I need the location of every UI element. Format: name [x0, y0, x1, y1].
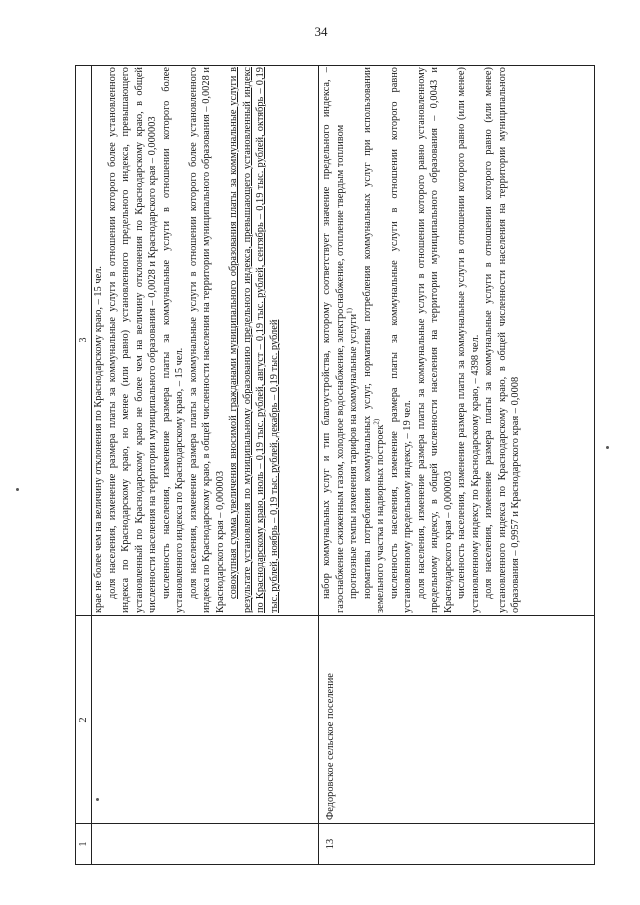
row-13-number: 13 — [325, 838, 336, 850]
text-line: нормативы потребления коммунальных услуг, нормативы потребления коммунальных услуг при использовании земельного участка и надворных построек$^{2)}$ — [361, 67, 386, 613]
text-line: доля населения, изменение размера платы за коммунальные услуги в отношении которого равно установленному предельному индексу, в общей численности населения на территории муниципального образования – 0,0043 и Краснодарского края – 0,000003 — [415, 67, 454, 613]
data-table — [75, 65, 595, 865]
margin-mark — [16, 488, 19, 491]
text-line: прогнозные темпы изменения тарифов на коммунальные услуги$^{1)}$ — [345, 308, 359, 599]
column-divider — [76, 615, 594, 616]
footnote-mark: 2) — [372, 418, 381, 425]
header-col-1: 1 — [78, 841, 89, 847]
text-line: доля населения, изменение размера платы за коммунальные услуги в отношении которого более установленного индекса по Краснодарскому краю, но менее (или равно) установленного предельного индекса, превышающего установленный по Краснодарскому краю не более чем на величину отклонения по Краснодарскому краю, в общей численности населения на территории муниципального образования – 0,0028 и Краснодарского края – 0,000003 — [106, 67, 158, 613]
text-line: доля населения, изменение размера платы за коммунальные услуги в отношении которого более установленного индекса по Краснодарскому краю, в общей численности населения на территории муниципального образования – 0,0028 и Краснодарского края – 0,000003 — [187, 67, 226, 613]
text-line: численность населения, изменение размера платы за коммунальные услуги в отношении которого более установленного индекса по Краснодарскому краю, – 15 чел. — [160, 67, 185, 613]
footnote-mark: 1) — [345, 308, 354, 314]
text-line: численность населения, изменение размера платы за коммунальные услуги в отношении которого равно установленному предельному индексу, – 19 чел. — [388, 67, 413, 613]
margin-mark — [606, 446, 609, 449]
row-divider — [318, 66, 319, 864]
rotated-table-sheet — [75, 65, 595, 865]
text-line: крае не более чем на величину отклонения по Краснодарскому краю, – 15 чел. — [93, 266, 104, 613]
page-number: 34 — [314, 24, 328, 39]
text-line: численность населения, изменение размера платы за коммунальные услуги в отношении которого равно (или менее) установленному индексу по Краснодарскому краю, – 4398 чел. — [456, 67, 481, 613]
row-13-settlement: Федоровское сельское поселение — [325, 673, 336, 820]
header-col-2: 2 — [78, 717, 89, 723]
text-line: совокупная сумма увеличения вносимой гражданами муниципального образования платы за коммунальные услуги в результате установления по муниципальному образованию предельного индекса, превышающего установленный индекс по Краснодарскому краю, июль – 0,19 тыс. рублей, август – 0,19 тыс. рублей, сентябрь – 0,19 тыс. рублей, октябрь – 0,19 тыс. рублей, ноябрь – 0,19 тыс. рублей, декабрь – 0,19 тыс. рублей — [228, 67, 280, 613]
text-line: доля населения, изменение размера платы за коммунальные услуги в отношении которого равно (или менее) установленного индекса по Краснодарскому краю, в общей численности населения на территории муниципального образования – 0,9957 и Краснодарского края – 0,0008 — [483, 67, 521, 613]
column-divider — [76, 823, 594, 824]
prev-row-col3 — [92, 67, 316, 613]
header-col-3: 3 — [78, 337, 89, 343]
text-line: набор коммунальных услуг и тип благоустройства, которому соответствует значение предельного индекса, – газоснабжение сжиженным газом, холодное водоснабжение, электроснабжение, отопление твердым топливом — [321, 67, 346, 613]
row-13-col3 — [320, 67, 594, 613]
table-header-row — [76, 66, 92, 864]
